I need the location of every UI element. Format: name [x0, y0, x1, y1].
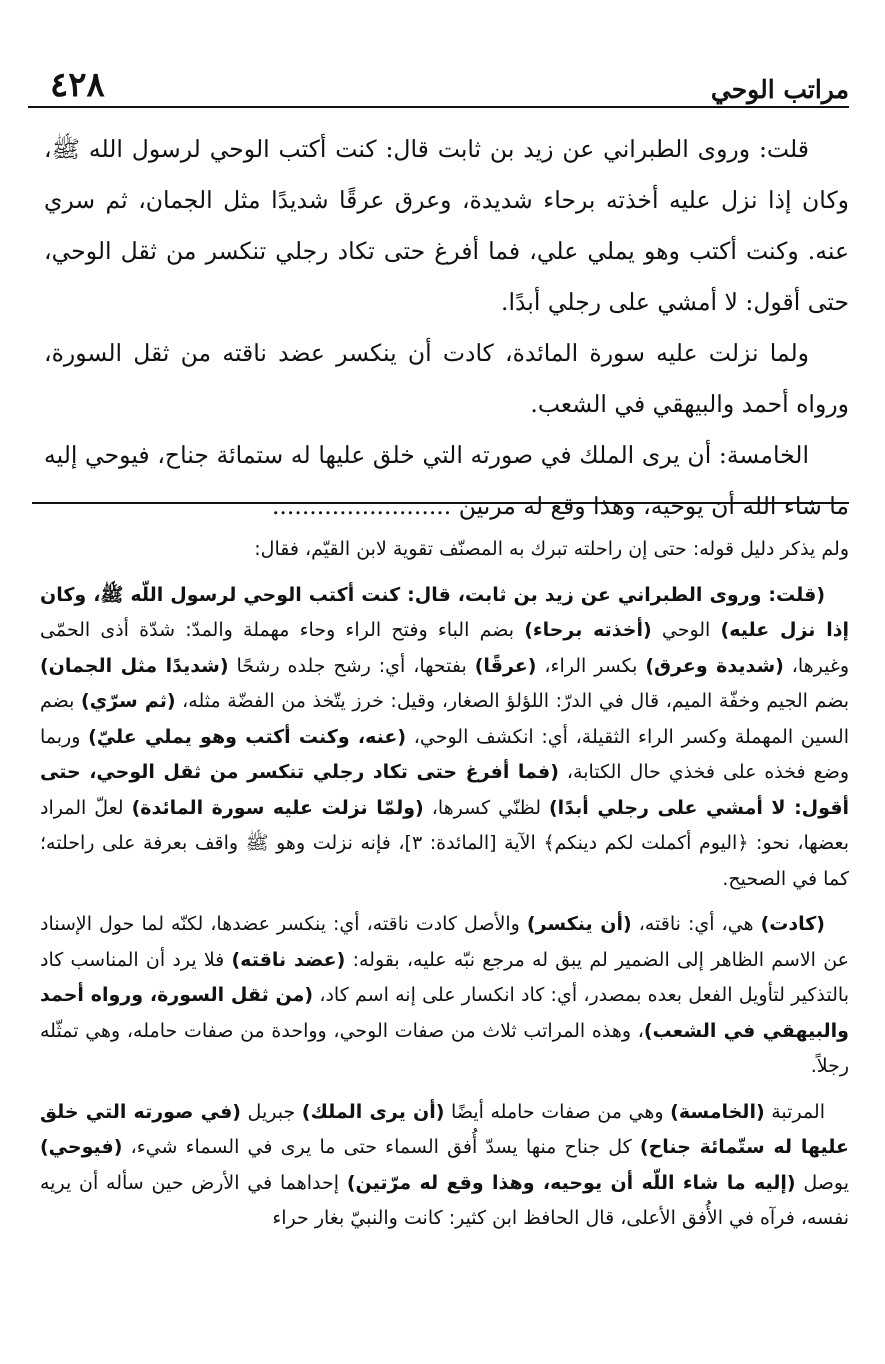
- commentary: [40, 532, 849, 1247]
- main-text-paragraph-3-text: الخامسة: أن يرى الملك في صورته التي خلق عليها له ستمائة جناح، فيوحي إليه ما شاء الله أن يوحيه، وهذا وقع له مرتين: [44, 441, 849, 520]
- commentary-segment: المرتبة: [764, 1100, 825, 1123]
- commentary-segment: جبريل: [240, 1100, 302, 1123]
- page-number: ٤٢٨: [50, 65, 105, 105]
- quoted-matn-segment: (أن ينكسر): [526, 913, 632, 935]
- quoted-matn-segment: (عرقًا): [474, 654, 537, 677]
- quoted-matn-segment: (عنه، وكنت أكتب وهو يملي عليّ): [88, 725, 407, 748]
- commentary-intro: ولم يذكر دليل قوله: حتى إن راحلته تبرك به المصنّف تقوية لابن القيّم، فقال:: [254, 538, 849, 560]
- quoted-matn-segment: (إليه ما شاء اللّه أن يوحيه، وهذا وقع له مرّتين): [346, 1171, 796, 1194]
- quoted-matn-segment: (شديدة وعرق): [645, 654, 784, 677]
- commentary-segment: الوحي: [651, 619, 721, 641]
- quoted-matn-segment: (فما أفرغ حتى تكاد رجلي تنكسر من ثقل الوحي، حتى أقول: لا أمشي على رجلي أبدًا): [40, 761, 850, 819]
- commentary-segment: كل جناح منها يسدّ أُفق السماء حتى ما يرى في السماء شيء،: [122, 1136, 640, 1158]
- quoted-matn-segment: (عضد ناقته): [231, 948, 346, 971]
- commentary-segment: وهي من صفات حامله أيضًا: [444, 1100, 671, 1123]
- commentary-segment: إحداهما في الأرض حين سأله أن يريه نفسه، فرآه في الأُفق الأعلى، قال الحافظ ابن كثير: كانت والنبيّ بغار حراء: [40, 1171, 849, 1229]
- quoted-matn-segment: (من ثقل السورة، ورواه أحمد والبيهقي في الشعب): [40, 984, 849, 1042]
- commentary-segment: هي، أي: ناقته،: [631, 913, 761, 935]
- quoted-matn-segment: (قلت: وروى الطبراني عن زيد بن ثابت، قال: كنت أكتب الوحي لرسول اللّه ﷺ، وكان إذا نزل عليه): [40, 583, 849, 641]
- main-text: [44, 124, 849, 532]
- running-title: مراتب الوحي: [710, 75, 849, 104]
- commentary-segment: لعلّ المراد بعضها، نحو: ﴿اليوم أكملت لكم دينكم﴾ الآية [المائدة: ٣]، فإنه نزلت وهو ﷺ واقف بعرفة على راحلته؛ كما في الصحيح.: [40, 796, 849, 890]
- ellipsis: ........................: [271, 492, 452, 520]
- commentary-divider: [32, 502, 849, 504]
- commentary-segment: وربما وضع فخذه على فخذي حال الكتابة،: [40, 725, 850, 783]
- commentary-paragraph-2: [40, 907, 849, 1085]
- header-divider: [28, 106, 849, 108]
- quoted-matn-segment: (فيوحي): [40, 1136, 123, 1158]
- commentary-segment: ، وهذه المراتب ثلاث من صفات الوحي، وواحدة من صفات حامله، وهي تمثّله رجلاً.: [40, 1019, 849, 1077]
- commentary-segment: بضم الباء وفتح الراء وحاء مهملة والمدّ: شدّة أذى الحمّى وغيرها،: [40, 619, 850, 677]
- main-text-paragraph-3: [44, 430, 849, 532]
- commentary-segment: بفتحها، أي: رشح جلده رشحًا: [228, 654, 475, 677]
- quoted-matn-segment: (كادت): [760, 913, 825, 935]
- commentary-segment: بضم السين المهملة وكسر الراء الثقيلة، أي: انكشف الوحي،: [40, 690, 849, 748]
- quoted-matn-segment: (شديدًا مثل الجمان): [40, 654, 229, 677]
- quoted-matn-segment: (أن يرى الملك): [301, 1100, 445, 1123]
- main-text-paragraph-1: قلت: وروى الطبراني عن زيد بن ثابت قال: كنت أكتب الوحي لرسول الله ﷺ، وكان إذا نزل عليه أخذته برحاء شديدة، وعرق عرقًا شديدًا مثل الجمان، ثم سري عنه. وكنت أكتب وهو يملي علي، فما أفرغ حتى تكاد رجلي تنكسر من ثقل الوحي، حتى أقول: لا أمشي على رجلي أبدًا.: [44, 135, 849, 316]
- commentary-segment: بكسر الراء،: [536, 654, 646, 677]
- commentary-paragraph-1: [40, 578, 849, 898]
- quoted-matn-segment: (ولمّا نزلت عليه سورة المائدة): [131, 796, 424, 819]
- quoted-matn-segment: (الخامسة): [670, 1100, 765, 1123]
- commentary-segment: والأصل كادت ناقته، أي: ينكسر عضدها، لكنّه لما حول الإسناد عن الاسم الظاهر إلى الضمير لم يبق له مرجع نبّه عليه، بقوله:: [40, 913, 849, 971]
- quoted-matn-segment: (في صورته التي خلق عليها له ستّمائة جناح): [40, 1100, 849, 1158]
- main-text-paragraph-2: ولما نزلت عليه سورة المائدة، كادت أن ينكسر عضد ناقته من ثقل السورة، ورواه أحمد والبيهقي في الشعب.: [44, 339, 849, 418]
- quoted-matn-segment: (ثم سرّي): [81, 690, 176, 712]
- commentary-segment: لظنّي كسرها،: [423, 796, 549, 819]
- commentary-paragraph-3: [40, 1095, 849, 1237]
- commentary-segment: فلا يرد أن المناسب كاد بالتذكير لتأويل الفعل بعده بمصدر، أي: كاد انكسار على إنه اسم كاد،: [40, 948, 849, 1006]
- running-header: [50, 58, 849, 105]
- commentary-segment: يوصل: [795, 1171, 850, 1194]
- quoted-matn-segment: (أخذته برحاء): [524, 619, 652, 641]
- commentary-segment: بضم الجيم وخفّة الميم، قال في الدرّ: اللؤلؤ الصغار، وقيل: خرز يتّخذ من الفضّة مثله،: [175, 690, 849, 712]
